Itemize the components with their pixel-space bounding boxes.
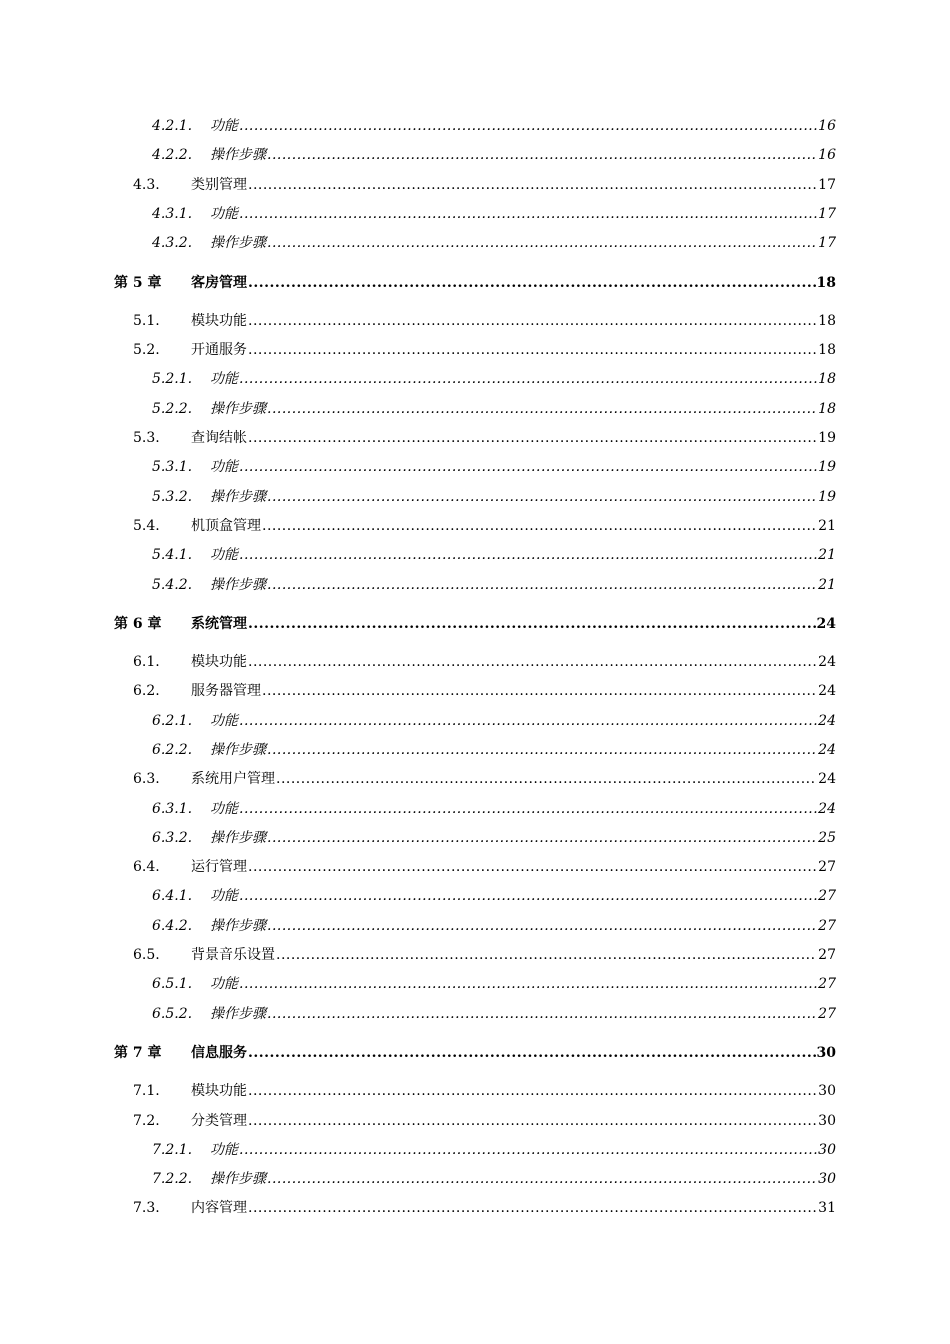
- toc-entry-page-number: 30: [818, 1142, 836, 1158]
- toc-entry-number: 第 7 章: [114, 1045, 162, 1061]
- toc-dot-leader: [262, 515, 817, 537]
- toc-entry-page-number: 19: [818, 459, 836, 475]
- toc-entry-page-number: 30: [818, 1171, 836, 1187]
- toc-section-entry[interactable]: [0, 427, 836, 449]
- toc-entry-number: 5.2.: [133, 342, 160, 358]
- toc-entry-title: 操作步骤: [210, 918, 266, 934]
- toc-entry-title: 功能: [210, 1142, 238, 1158]
- toc-subsection-entry[interactable]: [0, 368, 836, 390]
- toc-entry-title: 模块功能: [191, 1083, 247, 1099]
- toc-dot-leader: [276, 768, 817, 790]
- toc-entry-page-number: 27: [818, 1006, 836, 1022]
- toc-entry-page-number: 16: [818, 147, 836, 163]
- toc-entry-title: 模块功能: [191, 654, 247, 670]
- toc-entry-title: 查询结帐: [191, 430, 247, 446]
- toc-dot-leader: [248, 310, 817, 332]
- toc-dot-leader: [248, 272, 816, 294]
- toc-entry-title: 分类管理: [191, 1113, 247, 1129]
- toc-entry-title: 系统用户管理: [191, 771, 275, 787]
- toc-dot-leader: [248, 1042, 816, 1064]
- toc-subsection-entry[interactable]: [0, 144, 836, 166]
- toc-entry-number: 6.3.: [133, 771, 160, 787]
- toc-entry-number: 5.2.2.: [152, 401, 193, 417]
- toc-dot-leader: [239, 544, 817, 566]
- toc-entry-page-number: 18: [818, 401, 836, 417]
- toc-section-entry[interactable]: [0, 1197, 836, 1219]
- toc-section-entry[interactable]: [0, 1080, 836, 1102]
- toc-entry-title: 操作步骤: [210, 577, 266, 593]
- toc-entry-number: 4.3.2.: [152, 235, 193, 251]
- toc-entry-title: 操作步骤: [210, 742, 266, 758]
- toc-entry-number: 7.2.1.: [152, 1142, 193, 1158]
- toc-dot-leader: [267, 915, 817, 937]
- toc-entry-number: 4.2.2.: [152, 147, 193, 163]
- toc-entry-page-number: 19: [818, 430, 836, 446]
- toc-section-entry[interactable]: [0, 174, 836, 196]
- toc-section-entry[interactable]: [0, 768, 836, 790]
- toc-subsection-entry[interactable]: [0, 203, 836, 225]
- toc-entry-title: 操作步骤: [210, 147, 266, 163]
- toc-entry-number: 5.1.: [133, 313, 160, 329]
- toc-entry-title: 信息服务: [191, 1045, 247, 1061]
- toc-entry-page-number: 24: [818, 742, 836, 758]
- toc-entry-page-number: 24: [816, 616, 836, 632]
- toc-entry-number: 4.3.: [133, 177, 160, 193]
- toc-dot-leader: [248, 1110, 817, 1132]
- toc-dot-leader: [239, 456, 817, 478]
- toc-section-entry[interactable]: [0, 515, 836, 537]
- toc-entry-title: 运行管理: [191, 859, 247, 875]
- toc-entry-number: 6.5.1.: [152, 976, 193, 992]
- toc-entry-title: 操作步骤: [210, 235, 266, 251]
- toc-entry-number: 7.2.2.: [152, 1171, 193, 1187]
- toc-entry-page-number: 27: [818, 859, 836, 875]
- toc-entry-number: 7.3.: [133, 1200, 160, 1216]
- toc-entry-page-number: 18: [818, 313, 836, 329]
- toc-section-entry[interactable]: [0, 680, 836, 702]
- toc-entry-title: 内容管理: [191, 1200, 247, 1216]
- toc-entry-number: 6.4.: [133, 859, 160, 875]
- toc-dot-leader: [248, 339, 817, 361]
- toc-subsection-entry[interactable]: [0, 115, 836, 137]
- toc-subsection-entry[interactable]: [0, 574, 836, 596]
- toc-entry-number: 6.4.1.: [152, 888, 193, 904]
- toc-entry-title: 功能: [210, 801, 238, 817]
- toc-subsection-entry[interactable]: [0, 915, 836, 937]
- toc-entry-page-number: 27: [818, 947, 836, 963]
- toc-subsection-entry[interactable]: [0, 973, 836, 995]
- toc-subsection-entry[interactable]: [0, 798, 836, 820]
- toc-entry-title: 背景音乐设置: [191, 947, 275, 963]
- toc-entry-title: 功能: [210, 206, 238, 222]
- toc-entry-number: 7.2.: [133, 1113, 160, 1129]
- toc-subsection-entry[interactable]: [0, 739, 836, 761]
- toc-subsection-entry[interactable]: [0, 1139, 836, 1161]
- toc-entry-page-number: 18: [818, 371, 836, 387]
- toc-chapter-entry[interactable]: [0, 272, 836, 294]
- toc-entry-number: 5.4.2.: [152, 577, 193, 593]
- toc-section-entry[interactable]: [0, 944, 836, 966]
- toc-dot-leader: [267, 1168, 817, 1190]
- toc-entry-number: 5.2.1.: [152, 371, 193, 387]
- toc-entry-page-number: 30: [816, 1045, 836, 1061]
- toc-chapter-entry[interactable]: [0, 613, 836, 635]
- toc-dot-leader: [262, 680, 817, 702]
- toc-entry-number: 4.2.1.: [152, 118, 193, 134]
- toc-entry-title: 功能: [210, 547, 238, 563]
- toc-section-entry[interactable]: [0, 651, 836, 673]
- toc-entry-page-number: 27: [818, 918, 836, 934]
- toc-dot-leader: [267, 232, 817, 254]
- toc-dot-leader: [267, 1003, 817, 1025]
- toc-entry-title: 开通服务: [191, 342, 247, 358]
- toc-entry-page-number: 18: [816, 275, 836, 291]
- toc-dot-leader: [239, 203, 817, 225]
- toc-section-entry[interactable]: [0, 310, 836, 332]
- toc-entry-number: 5.4.: [133, 518, 160, 534]
- toc-entry-title: 模块功能: [191, 313, 247, 329]
- toc-entry-page-number: 17: [818, 206, 836, 222]
- toc-chapter-entry[interactable]: [0, 1042, 836, 1064]
- toc-entry-title: 操作步骤: [210, 489, 266, 505]
- toc-entry-title: 功能: [210, 713, 238, 729]
- toc-entry-number: 5.3.2.: [152, 489, 193, 505]
- toc-subsection-entry[interactable]: [0, 885, 836, 907]
- toc-dot-leader: [239, 1139, 817, 1161]
- toc-entry-title: 机顶盒管理: [191, 518, 261, 534]
- toc-entry-number: 6.5.: [133, 947, 160, 963]
- toc-entry-page-number: 24: [818, 713, 836, 729]
- toc-entry-title: 功能: [210, 118, 238, 134]
- toc-entry-number: 第 5 章: [114, 275, 162, 291]
- toc-entry-title: 功能: [210, 888, 238, 904]
- toc-entry-number: 5.3.1.: [152, 459, 193, 475]
- toc-dot-leader: [239, 368, 817, 390]
- toc-entry-number: 6.5.2.: [152, 1006, 193, 1022]
- toc-dot-leader: [248, 856, 817, 878]
- toc-entry-number: 7.1.: [133, 1083, 160, 1099]
- toc-entry-page-number: 21: [818, 577, 836, 593]
- toc-dot-leader: [267, 574, 817, 596]
- toc-entry-number: 6.2.1.: [152, 713, 193, 729]
- toc-entry-title: 操作步骤: [210, 1006, 266, 1022]
- toc-subsection-entry[interactable]: [0, 232, 836, 254]
- toc-dot-leader: [239, 885, 817, 907]
- toc-entry-title: 系统管理: [191, 616, 247, 632]
- toc-entry-title: 类别管理: [191, 177, 247, 193]
- toc-entry-number: 5.3.: [133, 430, 160, 446]
- toc-entry-page-number: 27: [818, 888, 836, 904]
- toc-entry-page-number: 24: [818, 654, 836, 670]
- toc-dot-leader: [248, 1080, 817, 1102]
- toc-dot-leader: [267, 827, 817, 849]
- toc-subsection-entry[interactable]: [0, 1003, 836, 1025]
- toc-entry-page-number: 16: [818, 118, 836, 134]
- toc-dot-leader: [239, 973, 817, 995]
- toc-entry-title: 操作步骤: [210, 401, 266, 417]
- toc-dot-leader: [239, 710, 817, 732]
- toc-entry-title: 功能: [210, 459, 238, 475]
- toc-dot-leader: [267, 398, 817, 420]
- toc-dot-leader: [239, 798, 817, 820]
- toc-subsection-entry[interactable]: [0, 827, 836, 849]
- toc-entry-title: 功能: [210, 371, 238, 387]
- toc-entry-page-number: 24: [818, 683, 836, 699]
- toc-dot-leader: [267, 739, 817, 761]
- toc-section-entry[interactable]: [0, 1110, 836, 1132]
- toc-entry-page-number: 30: [818, 1083, 836, 1099]
- toc-dot-leader: [239, 115, 817, 137]
- toc-entry-page-number: 17: [818, 177, 836, 193]
- toc-dot-leader: [248, 651, 817, 673]
- toc-entry-page-number: 24: [818, 771, 836, 787]
- toc-entry-number: 6.2.2.: [152, 742, 193, 758]
- toc-dot-leader: [267, 486, 817, 508]
- toc-dot-leader: [248, 427, 817, 449]
- toc-entry-page-number: 21: [818, 547, 836, 563]
- toc-subsection-entry[interactable]: [0, 398, 836, 420]
- toc-subsection-entry[interactable]: [0, 544, 836, 566]
- toc-entry-number: 6.3.2.: [152, 830, 193, 846]
- toc-subsection-entry[interactable]: [0, 456, 836, 478]
- toc-entry-page-number: 17: [818, 235, 836, 251]
- toc-entry-title: 操作步骤: [210, 1171, 266, 1187]
- toc-section-entry[interactable]: [0, 339, 836, 361]
- toc-entry-page-number: 18: [818, 342, 836, 358]
- toc-entry-number: 4.3.1.: [152, 206, 193, 222]
- toc-entry-number: 6.2.: [133, 683, 160, 699]
- toc-dot-leader: [267, 144, 817, 166]
- toc-entry-page-number: 24: [818, 801, 836, 817]
- toc-dot-leader: [248, 613, 816, 635]
- toc-subsection-entry[interactable]: [0, 1168, 836, 1190]
- toc-entry-number: 5.4.1.: [152, 547, 193, 563]
- toc-entry-number: 6.1.: [133, 654, 160, 670]
- toc-entry-page-number: 31: [818, 1200, 836, 1216]
- toc-entry-title: 服务器管理: [191, 683, 261, 699]
- toc-entry-page-number: 19: [818, 489, 836, 505]
- toc-entry-page-number: 30: [818, 1113, 836, 1129]
- toc-entry-number: 6.3.1.: [152, 801, 193, 817]
- toc-dot-leader: [248, 1197, 817, 1219]
- toc-section-entry[interactable]: [0, 856, 836, 878]
- toc-entry-page-number: 25: [818, 830, 836, 846]
- toc-entry-page-number: 27: [818, 976, 836, 992]
- toc-entry-title: 操作步骤: [210, 830, 266, 846]
- toc-entry-title: 功能: [210, 976, 238, 992]
- toc-subsection-entry[interactable]: [0, 710, 836, 732]
- toc-subsection-entry[interactable]: [0, 486, 836, 508]
- toc-entry-number: 第 6 章: [114, 616, 162, 632]
- toc-entry-number: 6.4.2.: [152, 918, 193, 934]
- toc-entry-title: 客房管理: [191, 275, 247, 291]
- toc-dot-leader: [248, 174, 817, 196]
- toc-entry-page-number: 21: [818, 518, 836, 534]
- toc-dot-leader: [276, 944, 817, 966]
